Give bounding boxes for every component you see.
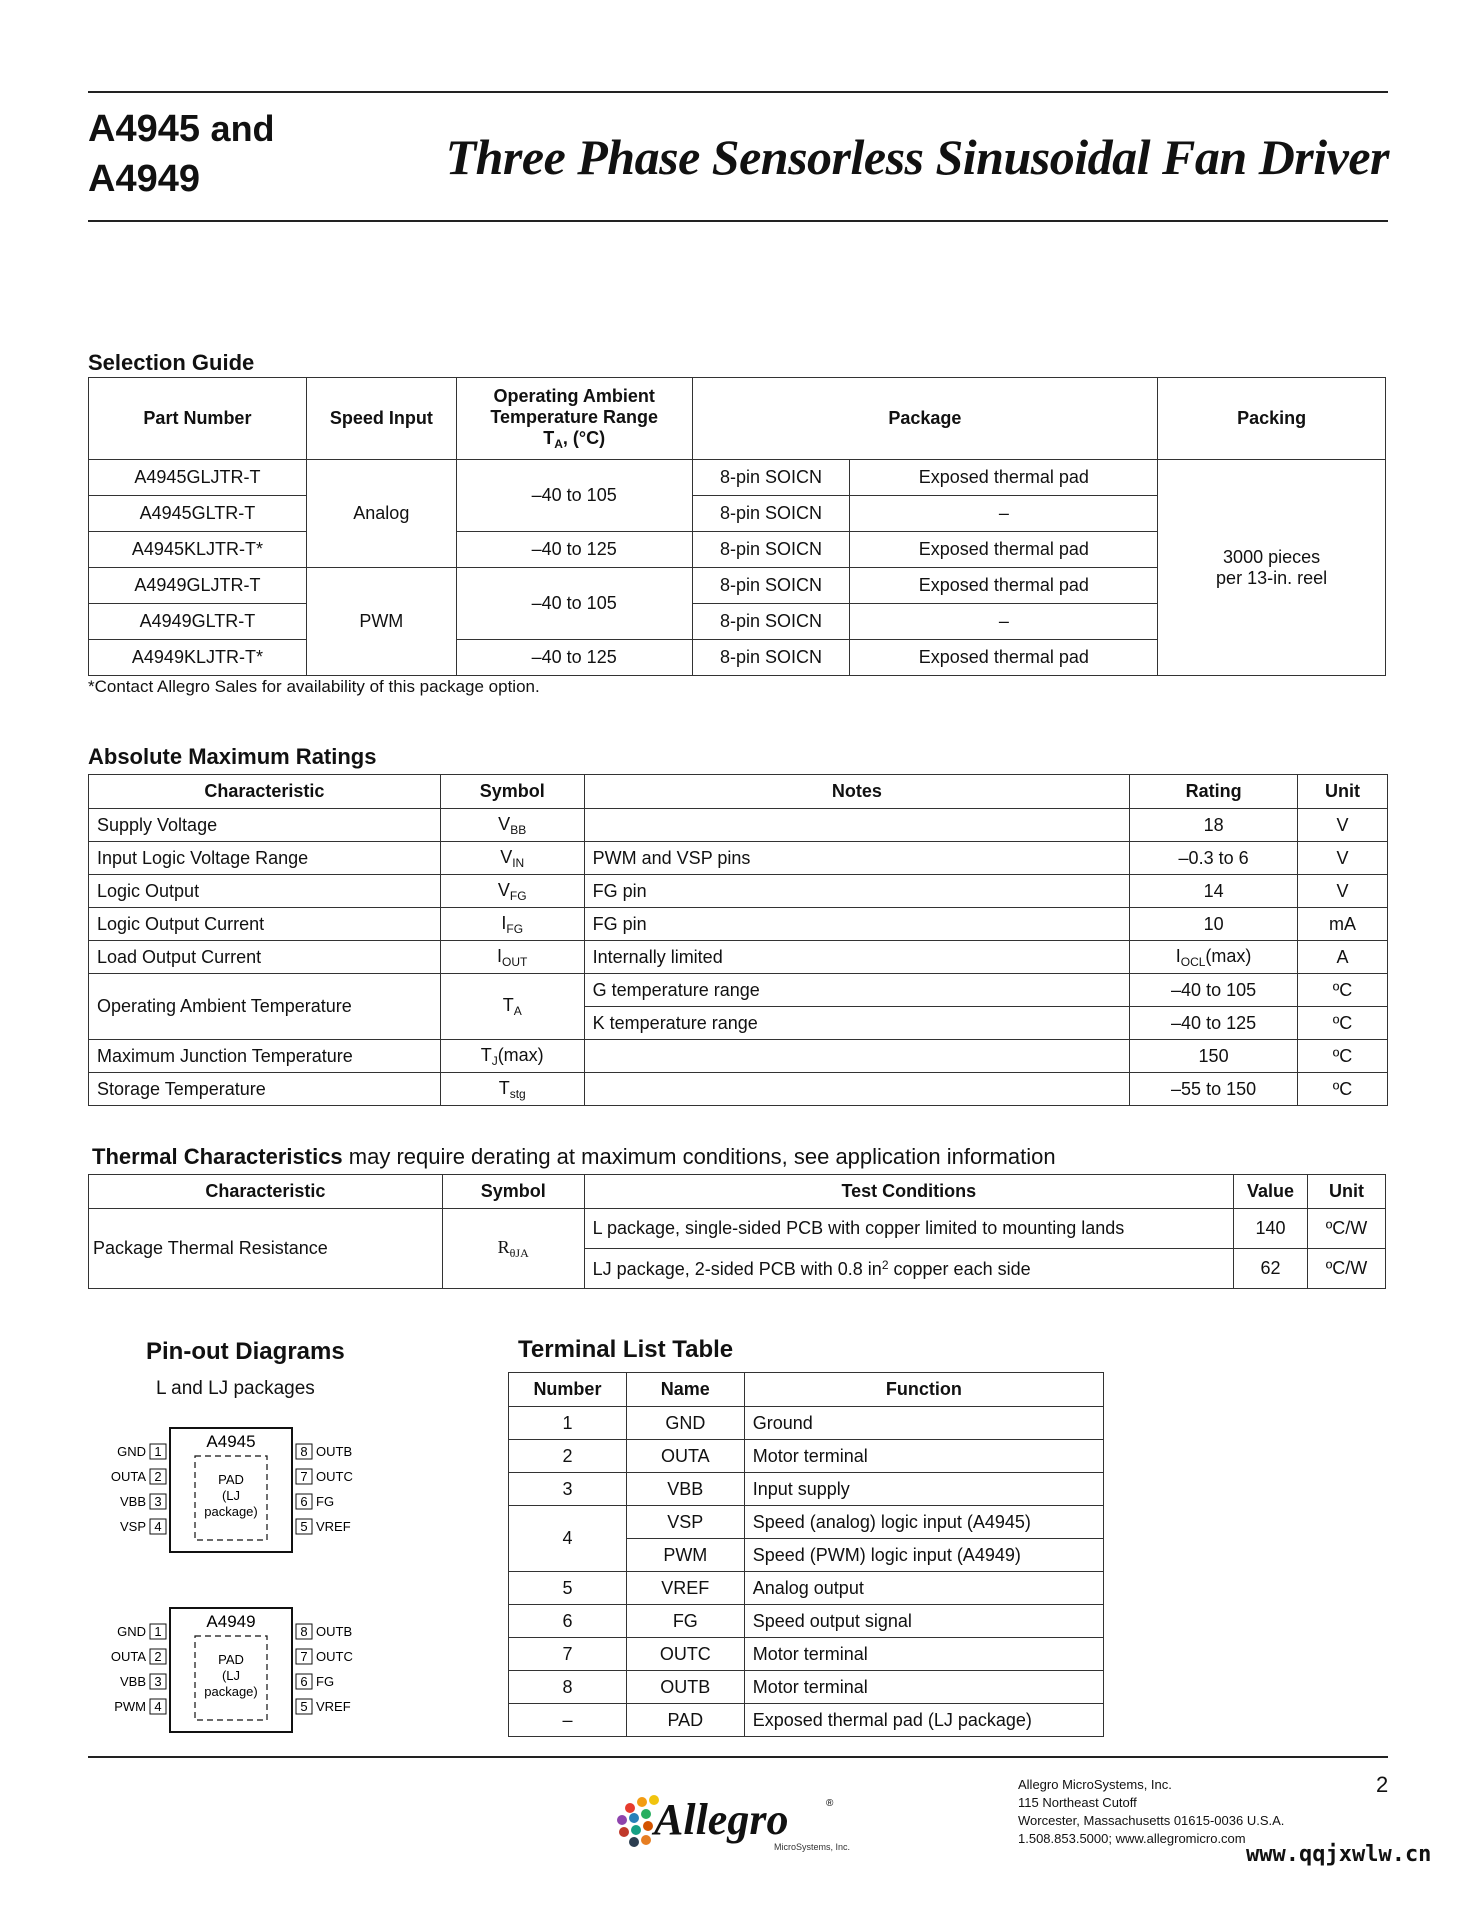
pin-number: 8 <box>300 1444 308 1459</box>
part-cell: A4949GLJTR-T <box>89 568 307 604</box>
pin-number: 7 <box>300 1649 308 1664</box>
char-cell: Operating Ambient Temperature <box>89 974 441 1040</box>
selection-guide-title: Selection Guide <box>88 350 255 375</box>
hdr-value: Value <box>1234 1175 1308 1209</box>
symbol-main: T <box>480 1044 492 1065</box>
rating-cell: 18 <box>1130 809 1298 842</box>
terminal-row <box>509 1605 1104 1638</box>
test-cell <box>584 1249 1233 1289</box>
footer-rule <box>88 1756 1388 1758</box>
address-line-3: Worcester, Massachusetts 01615-0036 U.S.A. <box>1018 1813 1285 1828</box>
num-cell: 2 <box>509 1440 627 1473</box>
page-number: 2 <box>1376 1772 1389 1797</box>
char-cell: Logic Output <box>89 875 441 908</box>
pin-number: 5 <box>300 1699 308 1714</box>
unit-cell: ºC/W <box>1308 1209 1386 1249</box>
rating-main: I <box>1175 945 1181 966</box>
pad-cell: Exposed thermal pad <box>850 640 1158 676</box>
speed-analog: Analog <box>306 460 456 568</box>
pin-name: OUTB <box>316 1444 353 1459</box>
terminal-row <box>509 1704 1104 1737</box>
part-a4949: A4949 <box>88 158 200 200</box>
logo-wordmark: Allegro <box>654 1795 789 1844</box>
test-pre: LJ package, 2-sided PCB with 0.8 in <box>592 1258 882 1279</box>
abs-max-row <box>89 908 1388 941</box>
name-cell: VREF <box>626 1572 744 1605</box>
selection-header-row <box>89 378 1386 460</box>
pin-name: VSP <box>119 1519 146 1534</box>
char-cell: Package Thermal Resistance <box>89 1209 443 1289</box>
pad-label-1: PAD <box>218 1652 244 1667</box>
test-sup: 2 <box>881 1257 889 1272</box>
num-cell: 1 <box>509 1407 627 1440</box>
name-cell: PWM <box>626 1539 744 1572</box>
terminal-row <box>509 1638 1104 1671</box>
abs-max-header-row <box>89 775 1388 809</box>
pad-label-3: package) <box>204 1684 258 1699</box>
num-cell: 8 <box>509 1671 627 1704</box>
num-cell: 3 <box>509 1473 627 1506</box>
thermal-row <box>89 1209 1386 1249</box>
hdr-unit: Unit <box>1298 775 1388 809</box>
pin-name: OUTA <box>110 1469 146 1484</box>
thermal-table <box>88 1174 1386 1289</box>
packing-l1: 3000 pieces <box>1223 546 1321 567</box>
part-cell: A4945GLJTR-T <box>89 460 307 496</box>
unit-cell: V <box>1298 809 1388 842</box>
symbol-cell <box>440 809 584 842</box>
symbol-cell <box>440 875 584 908</box>
symbol-sub: IN <box>512 855 525 870</box>
pin-name: GND <box>117 1444 146 1459</box>
func-cell: Speed (PWM) logic input (A4949) <box>744 1539 1103 1572</box>
symbol-sub: θJA <box>509 1245 529 1260</box>
temp-k-4949: –40 to 125 <box>456 640 692 676</box>
symbol-sub: stg <box>509 1086 526 1101</box>
num-cell: 7 <box>509 1638 627 1671</box>
abs-max-row <box>89 875 1388 908</box>
func-cell: Speed (analog) logic input (A4945) <box>744 1506 1103 1539</box>
symbol-main: T <box>502 995 514 1015</box>
char-cell: Logic Output Current <box>89 908 441 941</box>
rating-cell: 10 <box>1130 908 1298 941</box>
abs-max-row <box>89 941 1388 974</box>
pin-number: 7 <box>300 1469 308 1484</box>
symbol-main: V <box>500 846 513 867</box>
chip-label: A4949 <box>206 1612 256 1631</box>
chip-a4949-diagram <box>100 1600 370 1740</box>
num-cell: 6 <box>509 1605 627 1638</box>
unit-cell: ºC <box>1298 1007 1388 1040</box>
name-cell: VSP <box>626 1506 744 1539</box>
symbol-cell <box>440 974 584 1040</box>
name-cell: VBB <box>626 1473 744 1506</box>
pin-name: GND <box>117 1624 146 1639</box>
symbol-cell <box>440 941 584 974</box>
hdr-function: Function <box>744 1373 1103 1407</box>
notes-cell <box>584 809 1129 842</box>
rating-cell: –0.3 to 6 <box>1130 842 1298 875</box>
rating-cell: 150 <box>1130 1040 1298 1073</box>
pin-number: 3 <box>154 1674 162 1689</box>
address-line-2: 115 Northeast Cutoff <box>1018 1795 1137 1810</box>
terminal-row <box>509 1440 1104 1473</box>
terminal-row <box>509 1572 1104 1605</box>
part-and: and <box>210 108 275 149</box>
header-bottom-rule <box>88 220 1388 222</box>
logo-color-dots-icon <box>617 1795 659 1847</box>
pin-name: FG <box>316 1674 335 1689</box>
hdr-symbol: Symbol <box>440 775 584 809</box>
part-cell: A4949KLJTR-T* <box>89 640 307 676</box>
pin-number: 4 <box>154 1699 162 1714</box>
symbol-main: I <box>501 912 507 933</box>
abs-max-row <box>89 1040 1388 1073</box>
terminal-title: Terminal List Table <box>518 1336 734 1363</box>
symbol-sub: J <box>491 1053 498 1068</box>
rating-cell: –55 to 150 <box>1130 1073 1298 1106</box>
func-cell: Analog output <box>744 1572 1103 1605</box>
hdr-speed-input: Speed Input <box>306 378 456 460</box>
abs-max-row <box>89 842 1388 875</box>
packing-l2: per 13-in. reel <box>1216 567 1328 588</box>
pin-name: OUTA <box>110 1649 146 1664</box>
abs-max-table <box>88 774 1388 1106</box>
symbol-main: I <box>497 945 503 966</box>
hdr-temp-range <box>456 378 692 460</box>
symbol-main: V <box>497 879 510 900</box>
logo-subtext: MicroSystems, Inc. <box>774 1842 851 1852</box>
thermal-header-row <box>89 1175 1386 1209</box>
symbol-sub: A <box>513 1004 522 1018</box>
test-post: copper each side <box>888 1258 1031 1279</box>
hdr-part-number: Part Number <box>89 378 307 460</box>
hdr-temp-sym: T <box>543 428 555 448</box>
hdr-temp-unit: , (°C) <box>562 428 606 448</box>
notes-cell <box>584 1040 1129 1073</box>
symbol-main: T <box>498 1077 510 1098</box>
hdr-packing: Packing <box>1158 378 1386 460</box>
func-cell: Speed output signal <box>744 1605 1103 1638</box>
name-cell: OUTC <box>626 1638 744 1671</box>
terminal-row <box>509 1473 1104 1506</box>
char-cell: Storage Temperature <box>89 1073 441 1106</box>
symbol-sub: FG <box>506 921 524 936</box>
thermal-title <box>92 1144 1056 1170</box>
pinout-subtitle: L and LJ packages <box>156 1378 315 1399</box>
hdr-characteristic: Characteristic <box>89 775 441 809</box>
temp-k-4945: –40 to 125 <box>456 532 692 568</box>
pin-number: 4 <box>154 1519 162 1534</box>
symbol-cell <box>440 1040 584 1073</box>
char-cell: Supply Voltage <box>89 809 441 842</box>
hdr-name: Name <box>626 1373 744 1407</box>
selection-guide-table <box>88 377 1386 676</box>
pin-name: OUTC <box>316 1649 353 1664</box>
pin-number: 8 <box>300 1624 308 1639</box>
pin-number: 1 <box>154 1624 162 1639</box>
hdr-package: Package <box>692 378 1158 460</box>
pin-name: VBB <box>119 1674 146 1689</box>
terminal-row <box>509 1506 1104 1539</box>
symbol-main: R <box>497 1236 510 1257</box>
pad-label-2: (LJ <box>221 1488 241 1503</box>
temp-g-4949: –40 to 105 <box>456 568 692 640</box>
watermark: www.qqjxwlw.cn <box>1246 1842 1432 1867</box>
notes-cell: K temperature range <box>584 1007 1129 1040</box>
char-cell: Load Output Current <box>89 941 441 974</box>
func-cell: Exposed thermal pad (LJ package) <box>744 1704 1103 1737</box>
symbol-cell <box>440 842 584 875</box>
part-numbers <box>88 104 275 204</box>
terminal-row <box>509 1671 1104 1704</box>
pin-name: VREF <box>316 1519 351 1534</box>
hdr-characteristic: Characteristic <box>89 1175 443 1209</box>
top-rule <box>88 91 1388 93</box>
address-line-1: Allegro MicroSystems, Inc. <box>1018 1777 1172 1792</box>
terminal-header-row <box>509 1373 1104 1407</box>
value-cell: 140 <box>1234 1209 1308 1249</box>
pin-number: 2 <box>154 1469 162 1484</box>
terminal-row <box>509 1407 1104 1440</box>
unit-cell: ºC <box>1298 1040 1388 1073</box>
pad-cell: Exposed thermal pad <box>850 460 1158 496</box>
symbol-main: V <box>498 813 511 834</box>
chip-label: A4945 <box>206 1432 256 1451</box>
hdr-rating: Rating <box>1130 775 1298 809</box>
pin-name: PWM <box>114 1699 146 1714</box>
name-cell: GND <box>626 1407 744 1440</box>
abs-max-row <box>89 974 1388 1007</box>
abs-max-row <box>89 1073 1388 1106</box>
unit-cell: ºC <box>1298 974 1388 1007</box>
test-cell: L package, single-sided PCB with copper limited to mounting lands <box>584 1209 1233 1249</box>
thermal-title-bold: Thermal Characteristics <box>92 1144 343 1169</box>
name-cell: OUTB <box>626 1671 744 1704</box>
symbol-cell <box>440 1073 584 1106</box>
hdr-notes: Notes <box>584 775 1129 809</box>
hdr-temp-l1: Operating Ambient <box>493 386 655 406</box>
notes-cell: PWM and VSP pins <box>584 842 1129 875</box>
pin-number: 6 <box>300 1494 308 1509</box>
pkg-cell: 8-pin SOICN <box>692 496 850 532</box>
chip-a4945-diagram <box>100 1420 370 1560</box>
rating-cell: 14 <box>1130 875 1298 908</box>
func-cell: Input supply <box>744 1473 1103 1506</box>
terminal-table <box>508 1372 1104 1737</box>
func-cell: Ground <box>744 1407 1103 1440</box>
pin-name: VBB <box>119 1494 146 1509</box>
company-address <box>1018 1776 1284 1848</box>
value-cell: 62 <box>1234 1249 1308 1289</box>
pkg-cell: 8-pin SOICN <box>692 532 850 568</box>
selection-footnote: *Contact Allegro Sales for availability of this package option. <box>88 677 540 696</box>
pkg-cell: 8-pin SOICN <box>692 604 850 640</box>
pad-label-3: package) <box>204 1504 258 1519</box>
symbol-sub: FG <box>509 888 527 903</box>
pin-name: OUTC <box>316 1469 353 1484</box>
pkg-cell: 8-pin SOICN <box>692 460 850 496</box>
pad-cell: Exposed thermal pad <box>850 532 1158 568</box>
unit-cell: A <box>1298 941 1388 974</box>
notes-cell: FG pin <box>584 875 1129 908</box>
notes-cell: Internally limited <box>584 941 1129 974</box>
symbol-cell <box>440 908 584 941</box>
abs-max-title: Absolute Maximum Ratings <box>88 744 377 769</box>
func-cell: Motor terminal <box>744 1671 1103 1704</box>
name-cell: PAD <box>626 1704 744 1737</box>
rating-cell <box>1130 941 1298 974</box>
pad-label-2: (LJ <box>221 1668 241 1683</box>
rating-post: (max) <box>1205 945 1252 966</box>
thermal-subtitle: may require derating at maximum conditions, see application information <box>342 1144 1056 1169</box>
pin-number: 3 <box>154 1494 162 1509</box>
part-cell: A4945KLJTR-T* <box>89 532 307 568</box>
name-cell: FG <box>626 1605 744 1638</box>
notes-cell: FG pin <box>584 908 1129 941</box>
func-cell: Motor terminal <box>744 1440 1103 1473</box>
hdr-number: Number <box>509 1373 627 1407</box>
pad-label-1: PAD <box>218 1472 244 1487</box>
unit-cell: mA <box>1298 908 1388 941</box>
num-cell: 5 <box>509 1572 627 1605</box>
notes-cell: G temperature range <box>584 974 1129 1007</box>
symbol-post: (max) <box>497 1044 544 1065</box>
pin-number: 5 <box>300 1519 308 1534</box>
num-cell: – <box>509 1704 627 1737</box>
pad-cell: – <box>850 496 1158 532</box>
char-cell: Maximum Junction Temperature <box>89 1040 441 1073</box>
unit-cell: ºC <box>1298 1073 1388 1106</box>
part-a4945: A4945 <box>88 108 200 150</box>
unit-cell: V <box>1298 842 1388 875</box>
pin-name: VREF <box>316 1699 351 1714</box>
address-line-4: 1.508.853.5000; www.allegromicro.com <box>1018 1831 1246 1846</box>
hdr-test-conditions: Test Conditions <box>584 1175 1233 1209</box>
pin-number: 2 <box>154 1649 162 1664</box>
pin-number: 1 <box>154 1444 162 1459</box>
unit-cell: ºC/W <box>1308 1249 1386 1289</box>
rating-sub: OCL <box>1180 954 1206 969</box>
rating-cell: –40 to 125 <box>1130 1007 1298 1040</box>
allegro-logo <box>604 1778 884 1858</box>
num-cell: 4 <box>509 1506 627 1572</box>
symbol-sub: BB <box>510 822 527 837</box>
func-cell: Motor terminal <box>744 1638 1103 1671</box>
hdr-symbol: Symbol <box>442 1175 584 1209</box>
temp-g-4945: –40 to 105 <box>456 460 692 532</box>
pinout-title: Pin-out Diagrams <box>146 1338 345 1365</box>
pin-name: OUTB <box>316 1624 353 1639</box>
speed-pwm: PWM <box>306 568 456 676</box>
hdr-temp-l3 <box>465 428 684 451</box>
pkg-cell: 8-pin SOICN <box>692 568 850 604</box>
packing-cell <box>1158 460 1386 676</box>
symbol-sub: OUT <box>502 954 528 969</box>
selection-row <box>89 460 1386 496</box>
rating-cell: –40 to 105 <box>1130 974 1298 1007</box>
hdr-temp-l2: Temperature Range <box>490 407 659 427</box>
abs-max-row <box>89 809 1388 842</box>
pkg-cell: 8-pin SOICN <box>692 640 850 676</box>
pin-number: 6 <box>300 1674 308 1689</box>
logo-registered: ® <box>826 1798 834 1809</box>
symbol-cell <box>442 1209 584 1289</box>
notes-cell <box>584 1073 1129 1106</box>
pad-cell: – <box>850 604 1158 640</box>
document-title: Three Phase Sensorless Sinusoidal Fan Driver <box>445 129 1389 185</box>
pin-name: FG <box>316 1494 335 1509</box>
part-cell: A4945GLTR-T <box>89 496 307 532</box>
char-cell: Input Logic Voltage Range <box>89 842 441 875</box>
hdr-temp-sub: A <box>554 437 563 451</box>
name-cell: OUTA <box>626 1440 744 1473</box>
hdr-unit: Unit <box>1308 1175 1386 1209</box>
part-cell: A4949GLTR-T <box>89 604 307 640</box>
unit-cell: V <box>1298 875 1388 908</box>
pad-cell: Exposed thermal pad <box>850 568 1158 604</box>
